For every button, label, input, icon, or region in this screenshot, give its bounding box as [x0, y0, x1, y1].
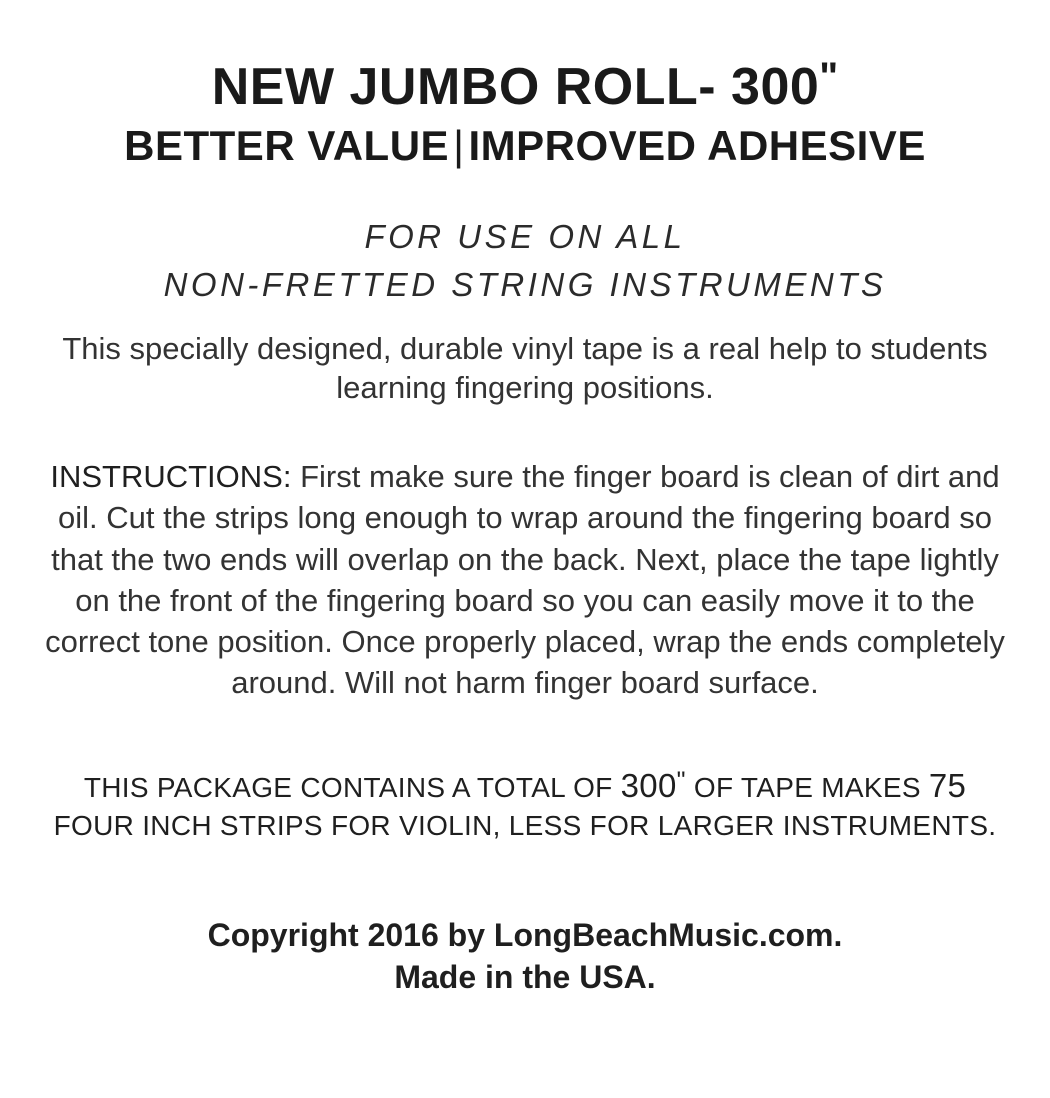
made-in-line: Made in the USA. [394, 958, 656, 995]
contents-part-1: THIS PACKAGE CONTAINS A TOTAL OF [83, 772, 621, 804]
instructions-body: First make sure the finger board is clean of dirt and oil. Cut the strips long enough to wrap around the fingering board so that the two ends will overlap on the back. Next, place the tape lightly on the front of the fingering board so you can easily move it to the correct tone position. Once properly placed, wrap the ends completely around. Will not harm finger board surface. [45, 459, 1005, 701]
lead-paragraph: This specially designed, durable vinyl tape is a real help to students learning fingering positions. [62, 331, 988, 406]
subtitle-divider: | [453, 122, 465, 170]
copyright-block [208, 915, 843, 998]
contents-inches-mark: " [676, 767, 686, 796]
use-line-2: NON-FRETTED STRING INSTRUMENTS [163, 266, 887, 304]
instructions-label: INSTRUCTIONS: [50, 459, 292, 495]
contents-part-2: OF TAPE MAKES [685, 772, 929, 804]
package-contents [45, 764, 1005, 845]
use-line-1: FOR USE ON ALL [364, 218, 686, 256]
page-title [212, 56, 839, 115]
use-line [164, 213, 887, 309]
page-title-text: NEW JUMBO ROLL- 300 [211, 58, 820, 116]
contents-part-3: FOUR INCH STRIPS FOR VIOLIN, LESS FOR LARGER INSTRUMENTS. [53, 809, 997, 841]
subtitle-right: IMPROVED ADHESIVE [468, 122, 926, 170]
instructions-paragraph [43, 456, 1008, 703]
inches-mark: " [819, 55, 839, 99]
contents-amount: 300 [620, 767, 677, 805]
subtitle-left: BETTER VALUE [124, 122, 450, 170]
copyright-line: Copyright 2016 by LongBeachMusic.com. [207, 916, 843, 953]
contents-strip-count: 75 [928, 767, 967, 805]
subtitle [124, 123, 926, 169]
